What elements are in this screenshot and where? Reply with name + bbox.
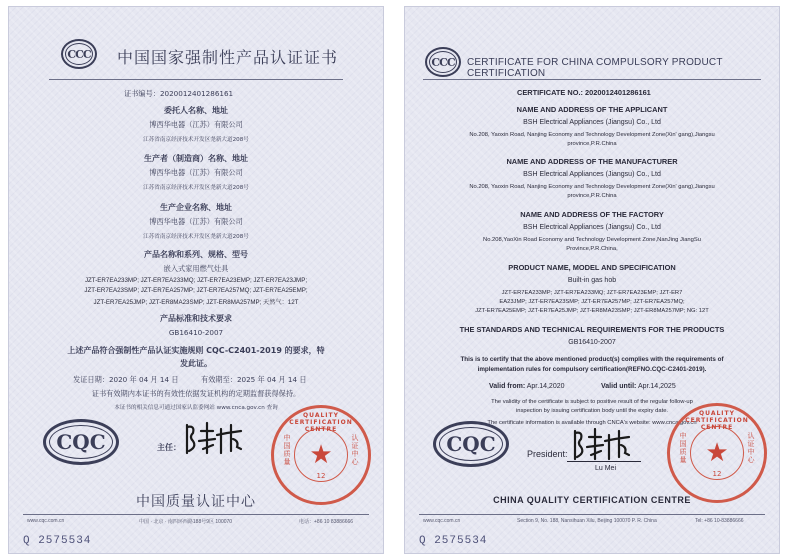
product-name: Built-in gas hob: [567, 277, 617, 284]
footer-address: Section 9, No. 188, Nansihuan Xilu, Beijing 100070 P. R. China: [517, 518, 657, 524]
manufacturer-address: No.208, Yaoxin Road, Nanjing Economy and Technology Development Zone(Xin' gang),Jiangsu: [469, 184, 715, 190]
valid-from: Valid from: Apr.14,2020: [489, 383, 565, 390]
footer-address: 中国 · 北京 · 南四环西路188号9区 100070: [139, 519, 233, 525]
cqc-logo-icon: CQC: [433, 421, 509, 467]
issue-date: 发证日期：2020 年 04 月 14 日: [73, 375, 179, 384]
conformity-statement: This is to certify that the above mentioned product(s) complies with the requirements of: [460, 356, 724, 363]
signature-icon: [569, 427, 633, 463]
validity-note: The validity of the certificate is subject to positive result of the regular follow-up: [491, 399, 693, 405]
president-name: Lu Mei: [595, 465, 617, 472]
ccc-mark-icon: CCC: [425, 47, 461, 77]
product-label: PRODUCT NAME, MODEL AND SPECIFICATION: [508, 263, 676, 272]
valid-until: Valid until: Apr.14,2025: [601, 383, 676, 390]
footer-telephone: Tel: +86 10-83886666: [695, 518, 744, 524]
applicant-label: 委托人名称、地址: [164, 106, 228, 115]
serial-number: Q 2575534: [23, 535, 92, 547]
applicant-name: BSH Electrical Appliances (Jiangsu) Co., Ltd: [523, 119, 661, 126]
conformity-statement: 上述产品符合强制性产品认证实施规则 CQC-C2401-2019 的要求，特: [67, 346, 325, 355]
certification-seal-icon: QUALITY CERTIFICATION CENTRE 中国质量 认证中心 ★ 12: [667, 403, 767, 503]
model-line: EA23JMP; JZT-ER7EA23SMP; JZT-ER7EA257MP; JZT-ER7EA257MQ;: [499, 299, 685, 305]
organization-name: 中国质量认证中心: [136, 494, 256, 510]
product-label: 产品名称和系列、规格、型号: [144, 250, 248, 259]
factory-address: 江苏省南京经济技术开发区尧新大道208号: [143, 234, 249, 240]
page-title: CERTIFICATE FOR CHINA COMPULSORY PRODUCT CERTIFICATION: [467, 57, 723, 79]
manufacturer-address: 江苏省南京经济技术开发区尧新大道208号: [143, 185, 249, 191]
manufacturer-name: BSH Electrical Appliances (Jiangsu) Co., Ltd: [523, 171, 661, 178]
footer-website: www.cqc.com.cn: [423, 518, 461, 524]
applicant-address: No.208, Yaoxin Road, Nanjing Economy and Technology Development Zone(Xin' gang),Jiangsu: [469, 132, 715, 138]
organization-name: CHINA QUALITY CERTIFICATION CENTRE: [493, 495, 691, 505]
standard-label: THE STANDARDS AND TECHNICAL REQUIREMENTS FOR THE PRODUCTS: [459, 325, 725, 334]
factory-label: NAME AND ADDRESS OF THE FACTORY: [520, 210, 664, 219]
model-line: JZT-ER7EA25EMP; JZT-ER7EA25JMP; JZT-ER8MA23SMP; JZT-ER8MA257MP; NG: 12T: [475, 308, 709, 314]
page-title: 中国国家强制性产品认证证书: [117, 48, 339, 67]
serial-number: Q 2575534: [419, 535, 488, 547]
factory-address: No.208,YaoXin Road Economy and Technology Development Zone,NanJing JiangSu: [483, 237, 701, 243]
footer-divider: [23, 514, 369, 515]
certificate-number: 证书编号：2020012401286161: [124, 89, 234, 98]
factory-address-cont: Province,P.R.China,: [566, 246, 618, 252]
validity-note-cont: inspection by issuing certification body until the expiry date.: [515, 408, 669, 414]
president-label: President:: [527, 449, 568, 459]
factory-name: 博西华电器（江苏）有限公司: [149, 217, 243, 226]
standard-label: 产品标准和技术要求: [160, 314, 232, 323]
product-name: 嵌入式家用燃气灶具: [163, 264, 229, 273]
certificate-number: CERTIFICATE NO.: 2020012401286161: [517, 88, 651, 97]
website-note: 本证书的相关信息可通过国家认监委网站 www.cnca.gov.cn 查询: [114, 405, 278, 411]
manufacturer-address-cont: province,P.R.China: [567, 193, 617, 199]
model-line: JZT-ER7EA233MP; JZT-ER7EA233MQ; JZT-ER7EA23EMP; JZT-ER7: [501, 290, 683, 296]
applicant-address: 江苏省南京经济技术开发区尧新大道208号: [143, 137, 249, 143]
cqc-logo-icon: CQC: [43, 419, 119, 465]
factory-name: BSH Electrical Appliances (Jiangsu) Co., Ltd: [523, 224, 661, 231]
model-line: JZT-ER7EA23SMP; JZT-ER7EA257MP; JZT-ER7EA257MQ; JZT-ER7EA25EMP;: [84, 287, 308, 294]
factory-label: 生产企业名称、地址: [160, 203, 232, 212]
title-divider: [49, 79, 343, 80]
validity-note: 证书有效期内本证书的有效性依据发证机构的定期监督获得保持。: [91, 389, 301, 398]
ccc-mark-icon: CCC: [61, 39, 97, 69]
certificate-page-english: [404, 6, 780, 554]
footer-website: www.cqc.com.cn: [27, 518, 65, 524]
footer-telephone: 电话：+86 10 83886666: [299, 519, 354, 525]
manufacturer-name: 博西华电器（江苏）有限公司: [149, 168, 243, 177]
expiry-date: 有效期至：2025 年 04 月 14 日: [201, 375, 307, 384]
conformity-statement-cont: implementation rules for compulsory certification(REFNO.CQC-C2401-2019).: [477, 366, 707, 373]
applicant-name: 博西华电器（江苏）有限公司: [149, 120, 243, 129]
applicant-address-cont: province,P.R.China: [567, 141, 617, 147]
manufacturer-label: NAME AND ADDRESS OF THE MANUFACTURER: [506, 157, 678, 166]
footer-divider: [419, 514, 765, 515]
manufacturer-label: 生产者（制造商）名称、地址: [144, 154, 248, 163]
president-label: 主任：: [157, 443, 181, 452]
signature-line: [567, 461, 641, 462]
standard-value: GB16410-2007: [568, 339, 616, 346]
title-divider: [423, 79, 761, 80]
certification-seal-icon: QUALITY CERTIFICATION CENTRE 中国质量 认证中心 ★ 12: [271, 405, 371, 505]
certificate-page-chinese: [8, 6, 384, 554]
model-line: JZT-ER7EA233MP; JZT-ER7EA233MQ; JZT-ER7EA23EMP; JZT-ER7EA23JMP;: [84, 277, 308, 284]
website-note: The certificate information is available through CNCA's website: www.cnca.gov.cn: [487, 420, 697, 426]
signature-icon: [181, 419, 245, 457]
model-line: JZT-ER7EA25JMP; JZT-ER8MA23SMP; JZT-ER8MA257MP; 天然气：12T: [93, 299, 299, 306]
applicant-label: NAME AND ADDRESS OF THE APPLICANT: [516, 105, 668, 114]
conformity-statement-cont: 发此证。: [180, 359, 212, 368]
standard-value: GB16410-2007: [168, 328, 224, 337]
